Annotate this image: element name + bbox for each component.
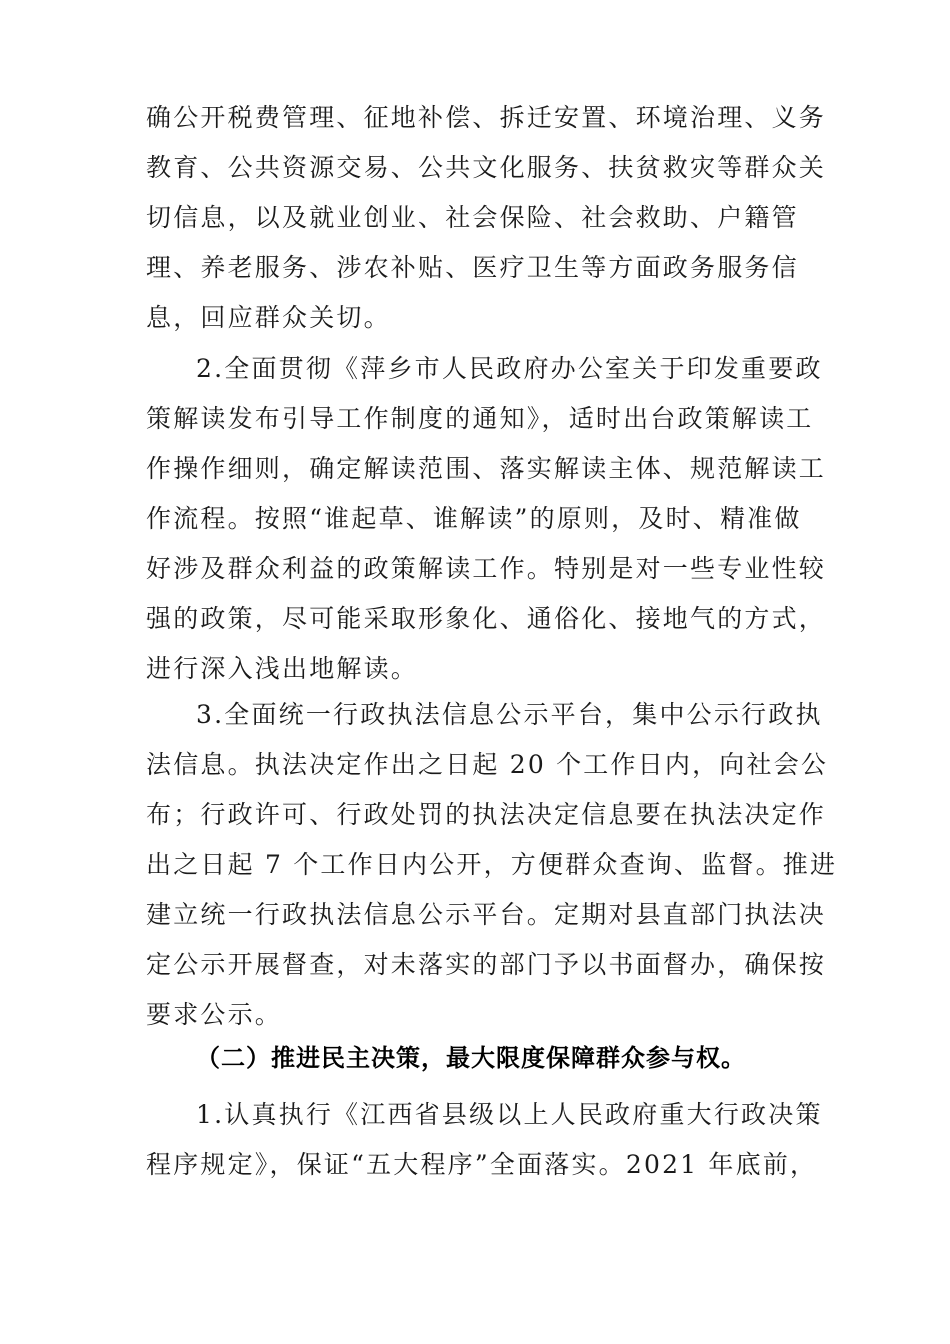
paragraph-line: 教育、公共资源交易、公共文化服务、扶贫救灾等群众关 — [146, 153, 827, 182]
paragraph-line: 好涉及群众利益的政策解读工作。特别是对一些专业性较 — [146, 554, 827, 583]
paragraph-line: 1.认真执行《江西省县级以上人民政府重大行政决策 — [196, 1100, 823, 1129]
paragraph-line: 进行深入浅出地解读。 — [146, 654, 419, 683]
paragraph-public-info — [146, 93, 827, 343]
paragraph-line: 布；行政许可、行政处罚的执法决定信息要在执法决定作 — [146, 800, 827, 829]
paragraph-line: 3.全面统一行政执法信息公示平台，集中公示行政执 — [196, 700, 823, 729]
paragraph-line: 作操作细则，确定解读范围、落实解读主体、规范解读工 — [146, 454, 827, 483]
paragraph-line: 定公示开展督查，对未落实的部门予以书面督办，确保按 — [146, 950, 827, 979]
paragraph-line: 出之日起 7 个工作日内公开，方便群众查询、监督。推进 — [146, 850, 838, 879]
paragraph-line: 息，回应群众关切。 — [146, 303, 391, 332]
paragraph-line: 程序规定》，保证“五大程序”全面落实。2021 年底前， — [146, 1150, 818, 1179]
paragraph-line: 切信息，以及就业创业、社会保险、社会救助、户籍管 — [146, 203, 799, 232]
paragraph-line: 法信息。执法决定作出之日起 20 个工作日内，向社会公 — [146, 750, 829, 779]
paragraph-line: 建立统一行政执法信息公示平台。定期对县直部门执法决 — [146, 900, 827, 929]
section-heading: （二）推进民主决策，最大限度保障群众参与权。 — [196, 1044, 746, 1072]
paragraph-line: 策解读发布引导工作制度的通知》，适时出台政策解读工 — [146, 404, 814, 433]
paragraph-line: 确公开税费管理、征地补偿、拆迁安置、环境治理、义务 — [146, 103, 827, 132]
paragraph-line: 2.全面贯彻《萍乡市人民政府办公室关于印发重要政 — [196, 354, 823, 383]
paragraph-line: 强的政策，尽可能采取形象化、通俗化、接地气的方式， — [146, 604, 827, 633]
paragraph-line: 作流程。按照“谁起草、谁解读”的原则，及时、精准做 — [146, 504, 802, 533]
paragraph-decision-procedure — [146, 1090, 823, 1190]
paragraph-policy-interpretation — [146, 344, 827, 694]
paragraph-line: 要求公示。 — [146, 1000, 283, 1029]
paragraph-enforcement-info — [146, 690, 838, 1040]
paragraph-line: 理、养老服务、涉农补贴、医疗卫生等方面政务服务信 — [146, 253, 799, 282]
